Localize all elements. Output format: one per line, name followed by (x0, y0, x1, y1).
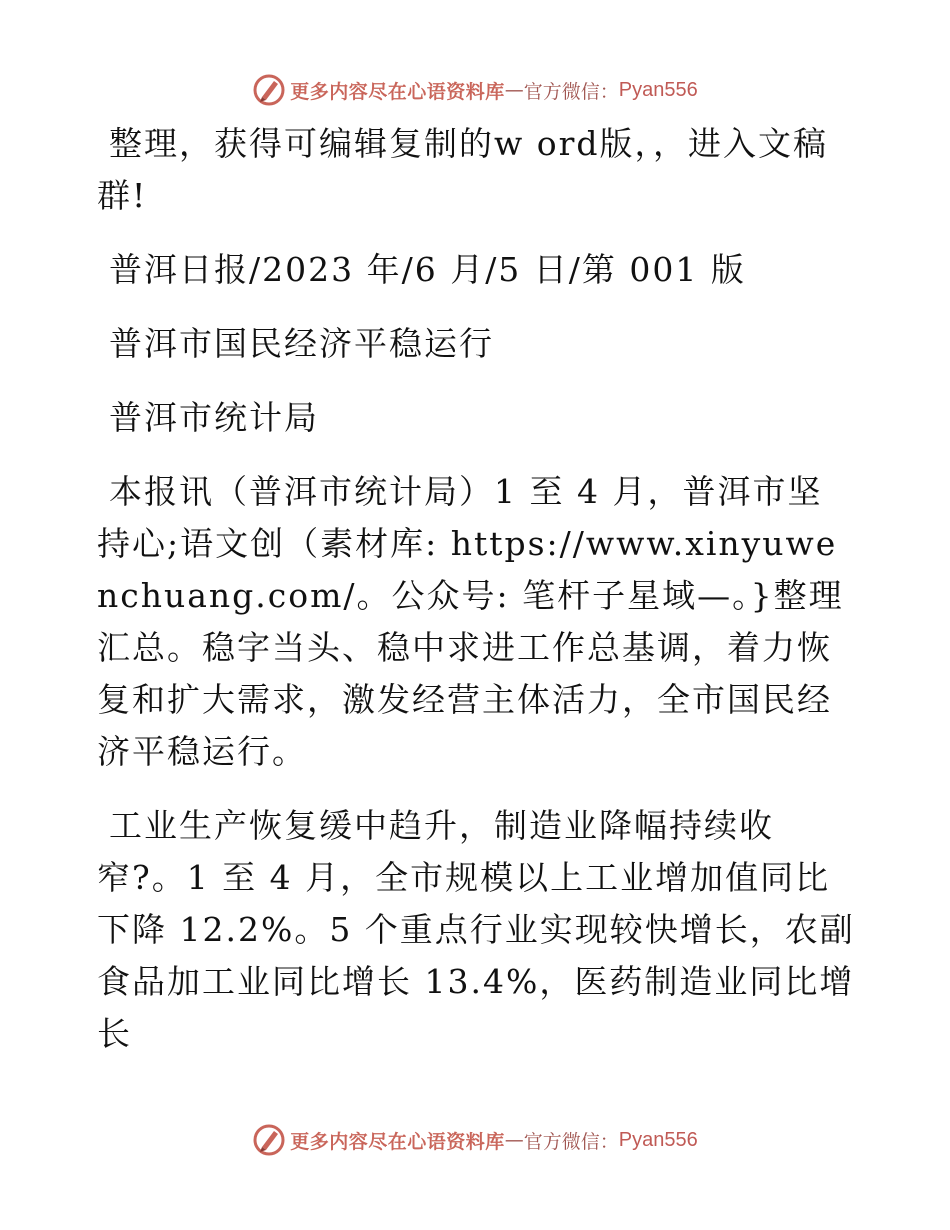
pen-logo-icon (252, 73, 286, 107)
banner-separator: — (504, 79, 524, 101)
banner-wechat-label: 官方微信： (523, 80, 619, 103)
footer-banner (0, 1120, 950, 1160)
banner-separator: — (504, 1129, 524, 1151)
body-paragraph: 本报讯（普洱市统计局）1 至 4 月，普洱市坚持心;语文创（素材库: https://www.xinyuwenchuang.com/。公众号: 笔杆子星域—。}整理汇总。稳字当头、稳中求进工作总基调，着力恢复和扩大需求，激发经营主体活力，全市国民经济平稳运行。 (97, 472, 844, 771)
banner-title: 更多内容尽在心语资料库 (290, 80, 505, 103)
article-title: 普洱市国民经济平稳运行 (109, 324, 494, 363)
article-author: 普洱市统计局 (109, 398, 319, 437)
banner-wechat-id: Pyan556 (618, 78, 698, 101)
document-body (97, 118, 855, 1082)
body-paragraph: 工业生产恢复缓中趋升，制造业降幅持续收窄?。1 至 4 月，全市规模以上工业增加值同比下降 12.2%。5 个重点行业实现较快增长，农副食品加工业同比增长 13.4%，医药制造业同比增长 (97, 806, 855, 1053)
intro-paragraph: 整理，获得可编辑复制的w ord版，，进入文稿群! (97, 124, 829, 215)
banner-wechat-label: 官方微信： (523, 1130, 619, 1153)
banner-wechat-id: Pyan556 (618, 1128, 698, 1151)
header-banner (0, 70, 950, 110)
banner-title: 更多内容尽在心语资料库 (290, 1130, 505, 1153)
pen-logo-icon (252, 1123, 286, 1157)
publication-line: 普洱日报/2023 年/6 月/5 日/第 001 版 (109, 250, 746, 289)
